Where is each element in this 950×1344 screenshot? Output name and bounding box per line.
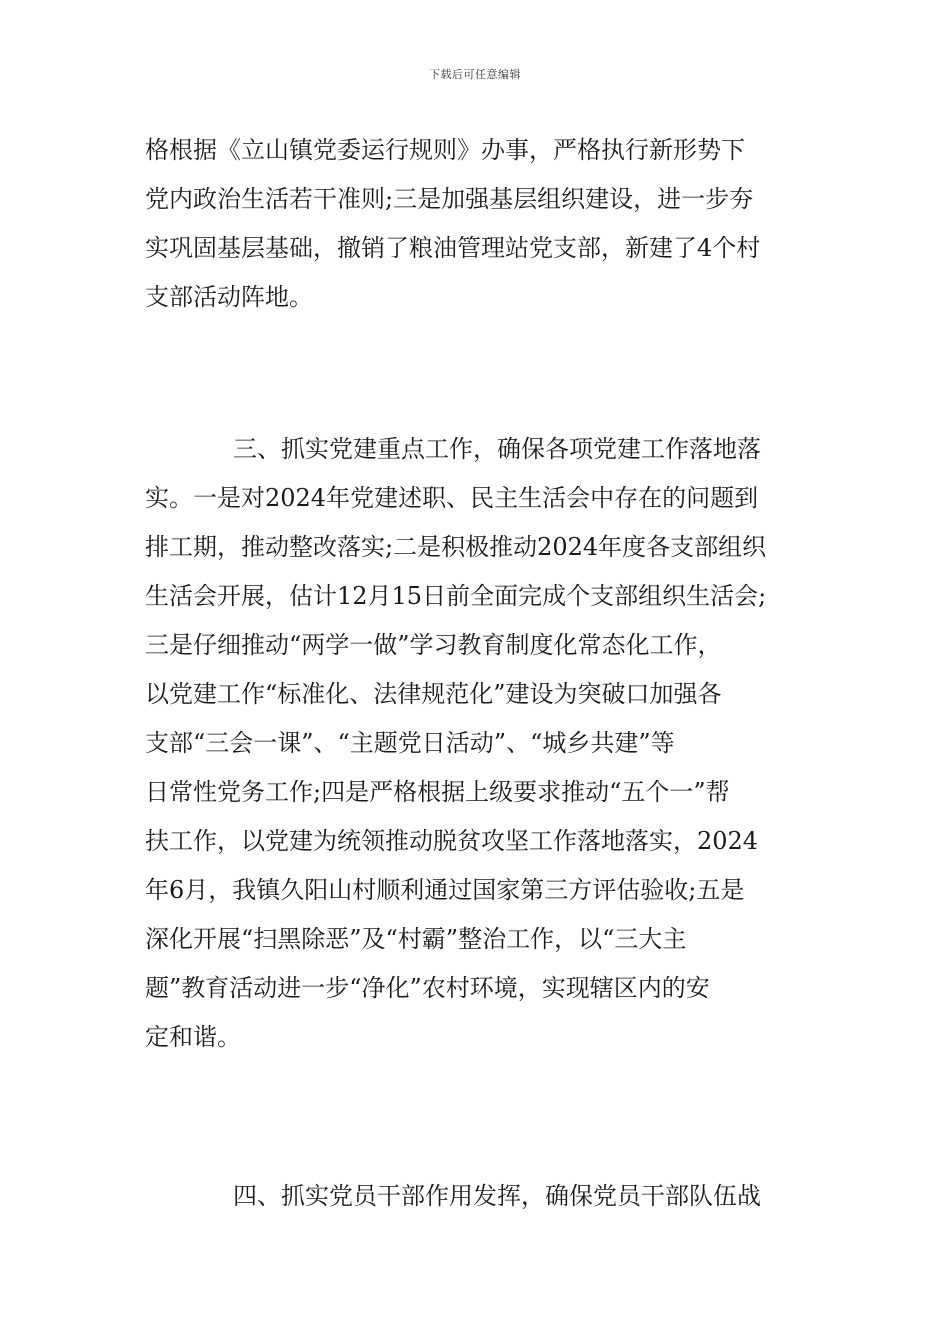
text-line: 定和谐。 <box>145 1023 241 1051</box>
text-line-indented: 四、抓实党员干部作用发挥，确保党员干部队伍战 <box>233 1182 761 1210</box>
text-line: 排工期，推动整改落实;二是积极推动2024年度各支部组织 <box>145 533 767 561</box>
text-line: 深化开展“扫黑除恶”及“村霸”整治工作，以“三大主 <box>145 925 687 953</box>
text-line: 扶工作，以党建为统领推动脱贫攻坚工作落地落实，2024 <box>145 827 759 855</box>
text-line-indented: 三、抓实党建重点工作，确保各项党建工作落地落 <box>233 435 761 463</box>
text-line: 生活会开展，估计12月15日前全面完成个支部组织生活会; <box>145 582 767 610</box>
text-line: 以党建工作“标准化、法律规范化”建设为突破口加强各 <box>145 680 722 708</box>
text-line: 支部活动阵地。 <box>145 283 313 311</box>
text-line: 三是仔细推动“两学一做”学习教育制度化常态化工作， <box>145 631 722 659</box>
paragraph-3 <box>145 1172 810 1221</box>
text-line: 实。一是对2024年党建述职、民主生活会中存在的问题到 <box>145 484 759 512</box>
page-header-note: 下载后可任意编辑 <box>429 68 521 81</box>
text-line: 格根据《立山镇党委运行规则》办事，严格执行新形势下 <box>145 136 745 164</box>
text-line: 日常性党务工作;四是严格根据上级要求推动“五个一”帮 <box>145 778 730 806</box>
text-line: 年6月，我镇久阳山村顺利通过国家第三方评估验收;五是 <box>145 876 745 904</box>
text-line: 支部“三会一课”、“主题党日活动”、“城乡共建”等 <box>145 729 675 757</box>
text-line: 党内政治生活若干准则;三是加强基层组织建设，进一步夯 <box>145 185 754 213</box>
paragraph-1 <box>145 126 810 322</box>
paragraph-2 <box>145 425 810 1062</box>
text-line: 题”教育活动进一步“净化”农村环境，实现辖区内的安 <box>145 974 710 1002</box>
text-line: 实巩固基层基础，撤销了粮油管理站党支部，新建了4个村 <box>145 234 761 262</box>
